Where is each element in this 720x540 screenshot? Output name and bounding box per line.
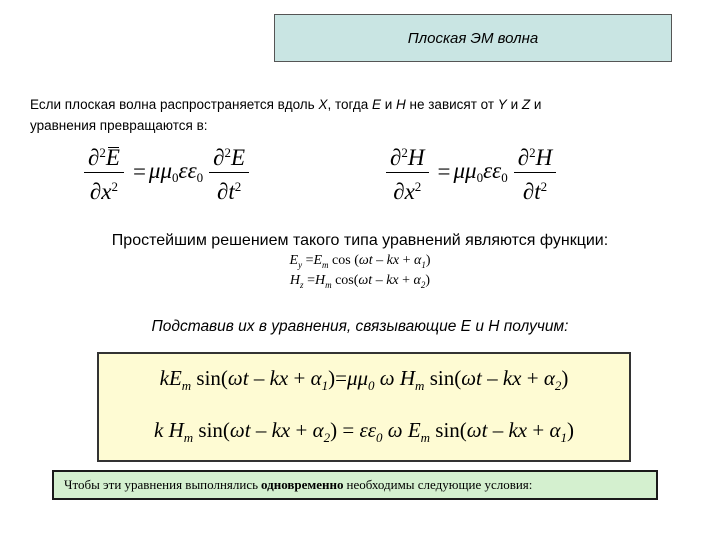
wave-equation-e-rhs: $\frac{\partial^2E}{\partial t^2}$ [209, 140, 249, 205]
intro-line-2: уравнения превращаются в: [30, 118, 208, 133]
wave-equation-h-lhs: $\frac{\partial^2H}{\partial x^2}$ [386, 140, 429, 205]
result-equation-2: k $H_m$ sin(ωt – kx + $\alpha_2) = \varepsilon\varepsilon_0$ ω $E_m$ sin(ωt – kx + $\alpha_1$) [154, 418, 574, 446]
conditions-box [52, 470, 658, 500]
intro-text-1: Если плоская волна распространяется вдоль [30, 97, 319, 112]
result-equations-box [97, 352, 631, 462]
conditions-text-after: необходимы следующие условия: [346, 477, 533, 492]
wave-equation-h: $\frac{\partial^2H}{\partial x^2}$ = $\mu\mu_0\varepsilon\varepsilon_0$ $\frac{\partial^2H}{\partial t^2}$ [380, 140, 562, 204]
intro-h: H [396, 97, 406, 112]
intro-x: X [318, 97, 328, 112]
substitute-text: Подставив их в уравнения, связывающие E и H получим: [151, 318, 569, 335]
conditions-text-before: Чтобы эти уравнения выполнялись [64, 477, 259, 492]
slide-title-box [274, 14, 672, 62]
intro-text-2: , тогда [327, 97, 372, 112]
intro-y: Y [497, 97, 507, 112]
solution-h: $H_z =H_m$ cos(ωt – kx + $\alpha_2$) [289, 273, 431, 290]
intro-z: Z [521, 97, 531, 112]
intro-and-3: и [530, 97, 542, 112]
intro-text-3: не зависят от [405, 97, 498, 112]
solutions-heading: Простейшим решением такого типа уравнений являются функции: [111, 232, 609, 249]
intro-paragraph [30, 94, 690, 136]
slide-title: Плоская ЭМ волна [407, 29, 539, 47]
solution-e: $E_y =E_m$ cos (ωt – kx + $\alpha_1$) [289, 253, 431, 270]
intro-and-2: и [506, 97, 522, 112]
intro-e: E [371, 97, 381, 112]
intro-and-1: и [380, 97, 397, 112]
wave-equation-e-lhs: $\frac{\partial^2E}{\partial x^2}$ [84, 140, 124, 205]
result-equation-1: $kE_m$ sin(ωt – kx + $\alpha_1)=\mu\mu_0$ ω $H_m$ sin(ωt – kx + $\alpha_2$) [159, 366, 569, 394]
wave-equation-e: $\frac{\partial^2E}{\partial x^2}$ = $\mu\mu_0\varepsilon\varepsilon_0$ $\frac{\partial^2E}{\partial t^2}$ [78, 140, 255, 204]
conditions-text-bold: одновременно [261, 477, 344, 492]
wave-equation-h-rhs: $\frac{\partial^2H}{\partial t^2}$ [514, 140, 557, 205]
